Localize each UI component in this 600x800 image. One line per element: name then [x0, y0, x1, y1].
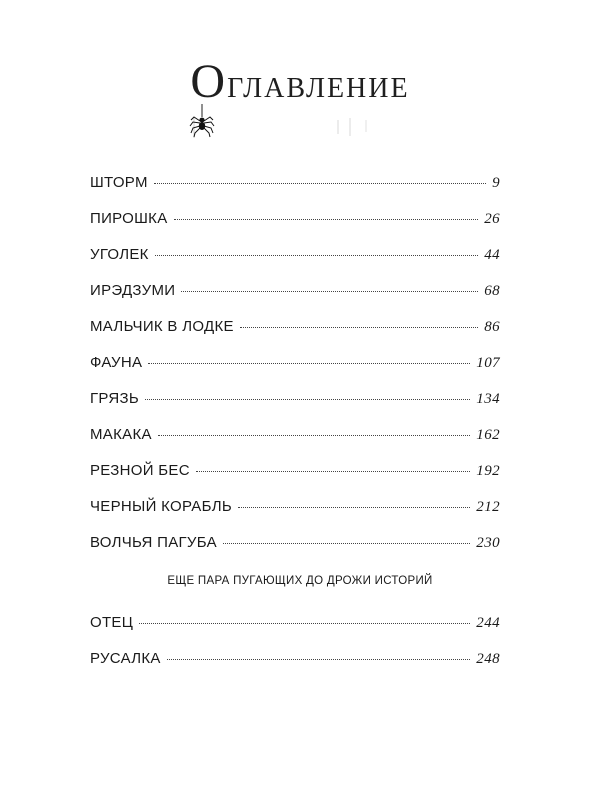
- toc-entry-title: ВОЛЧЬЯ ПАГУБА: [90, 534, 217, 551]
- dot-leader: [238, 507, 470, 508]
- toc-entry-title: РУСАЛКА: [90, 650, 161, 667]
- title-initial: О: [190, 55, 228, 108]
- dot-leader: [148, 363, 470, 364]
- toc-entry[interactable]: [90, 390, 500, 426]
- toc-entry-title: ПИРОШКА: [90, 210, 168, 227]
- toc-entry[interactable]: [90, 462, 500, 498]
- toc-entry-title: ЧЕРНЫЙ КОРАБЛЬ: [90, 498, 233, 515]
- toc-entry-page: 26: [484, 211, 500, 227]
- dot-leader: [139, 623, 470, 624]
- dot-leader: [158, 435, 471, 436]
- toc-entry-page: 44: [484, 247, 500, 263]
- toc-entry-title: ОТЕЦ: [90, 614, 134, 631]
- toc-entry[interactable]: [90, 614, 500, 650]
- toc-entry-page: 107: [476, 355, 500, 371]
- dot-leader: [174, 219, 479, 220]
- toc-entry-title: МАКАКА: [90, 426, 152, 443]
- toc-entry[interactable]: [90, 354, 500, 390]
- dot-leader: [145, 399, 470, 400]
- toc-entry-page: 9: [492, 175, 500, 191]
- toc-entry-page: 86: [484, 319, 500, 335]
- toc-entry[interactable]: [90, 534, 500, 570]
- dot-leader: [181, 291, 478, 292]
- toc-entry-page: 244: [476, 615, 500, 631]
- toc-entry-title: УГОЛЕК: [90, 246, 149, 263]
- toc-entry-title: РЕЗНОЙ БЕС: [90, 462, 190, 479]
- toc-entry-page: 162: [476, 427, 500, 443]
- dot-leader: [223, 543, 470, 544]
- toc-entry-title: ШТОРМ: [90, 174, 148, 191]
- dot-leader: [196, 471, 470, 472]
- extra-stories-list: [90, 614, 500, 686]
- title-block: [0, 55, 600, 108]
- section-subheading: ЕЩЕ ПАРА ПУГАЮЩИХ ДО ДРОЖИ ИСТОРИЙ: [167, 575, 433, 587]
- spider-icon: [188, 104, 398, 144]
- title-rest: главление: [227, 61, 410, 106]
- dot-leader: [167, 659, 471, 660]
- table-of-contents: [90, 174, 500, 570]
- toc-entry-page: 68: [484, 283, 500, 299]
- toc-entry-title: МАЛЬЧИК В ЛОДКЕ: [90, 318, 234, 335]
- toc-entry[interactable]: [90, 174, 500, 210]
- page-title: [190, 55, 410, 108]
- toc-entry-title: ИРЭДЗУМИ: [90, 282, 176, 299]
- toc-entry-page: 212: [476, 499, 500, 515]
- dot-leader: [240, 327, 478, 328]
- toc-entry[interactable]: [90, 318, 500, 354]
- toc-entry[interactable]: [90, 246, 500, 282]
- toc-entry-page: 230: [476, 535, 500, 551]
- dot-leader: [154, 183, 486, 184]
- toc-entry[interactable]: [90, 650, 500, 686]
- dot-leader: [155, 255, 478, 256]
- toc-entry-title: ФАУНА: [90, 354, 143, 371]
- toc-entry-title: ГРЯЗЬ: [90, 390, 140, 407]
- toc-entry-page: 248: [476, 651, 500, 667]
- toc-entry[interactable]: [90, 498, 500, 534]
- toc-entry-page: 134: [476, 391, 500, 407]
- toc-entry[interactable]: [90, 210, 500, 246]
- toc-entry[interactable]: [90, 426, 500, 462]
- toc-entry-page: 192: [476, 463, 500, 479]
- toc-entry[interactable]: [90, 282, 500, 318]
